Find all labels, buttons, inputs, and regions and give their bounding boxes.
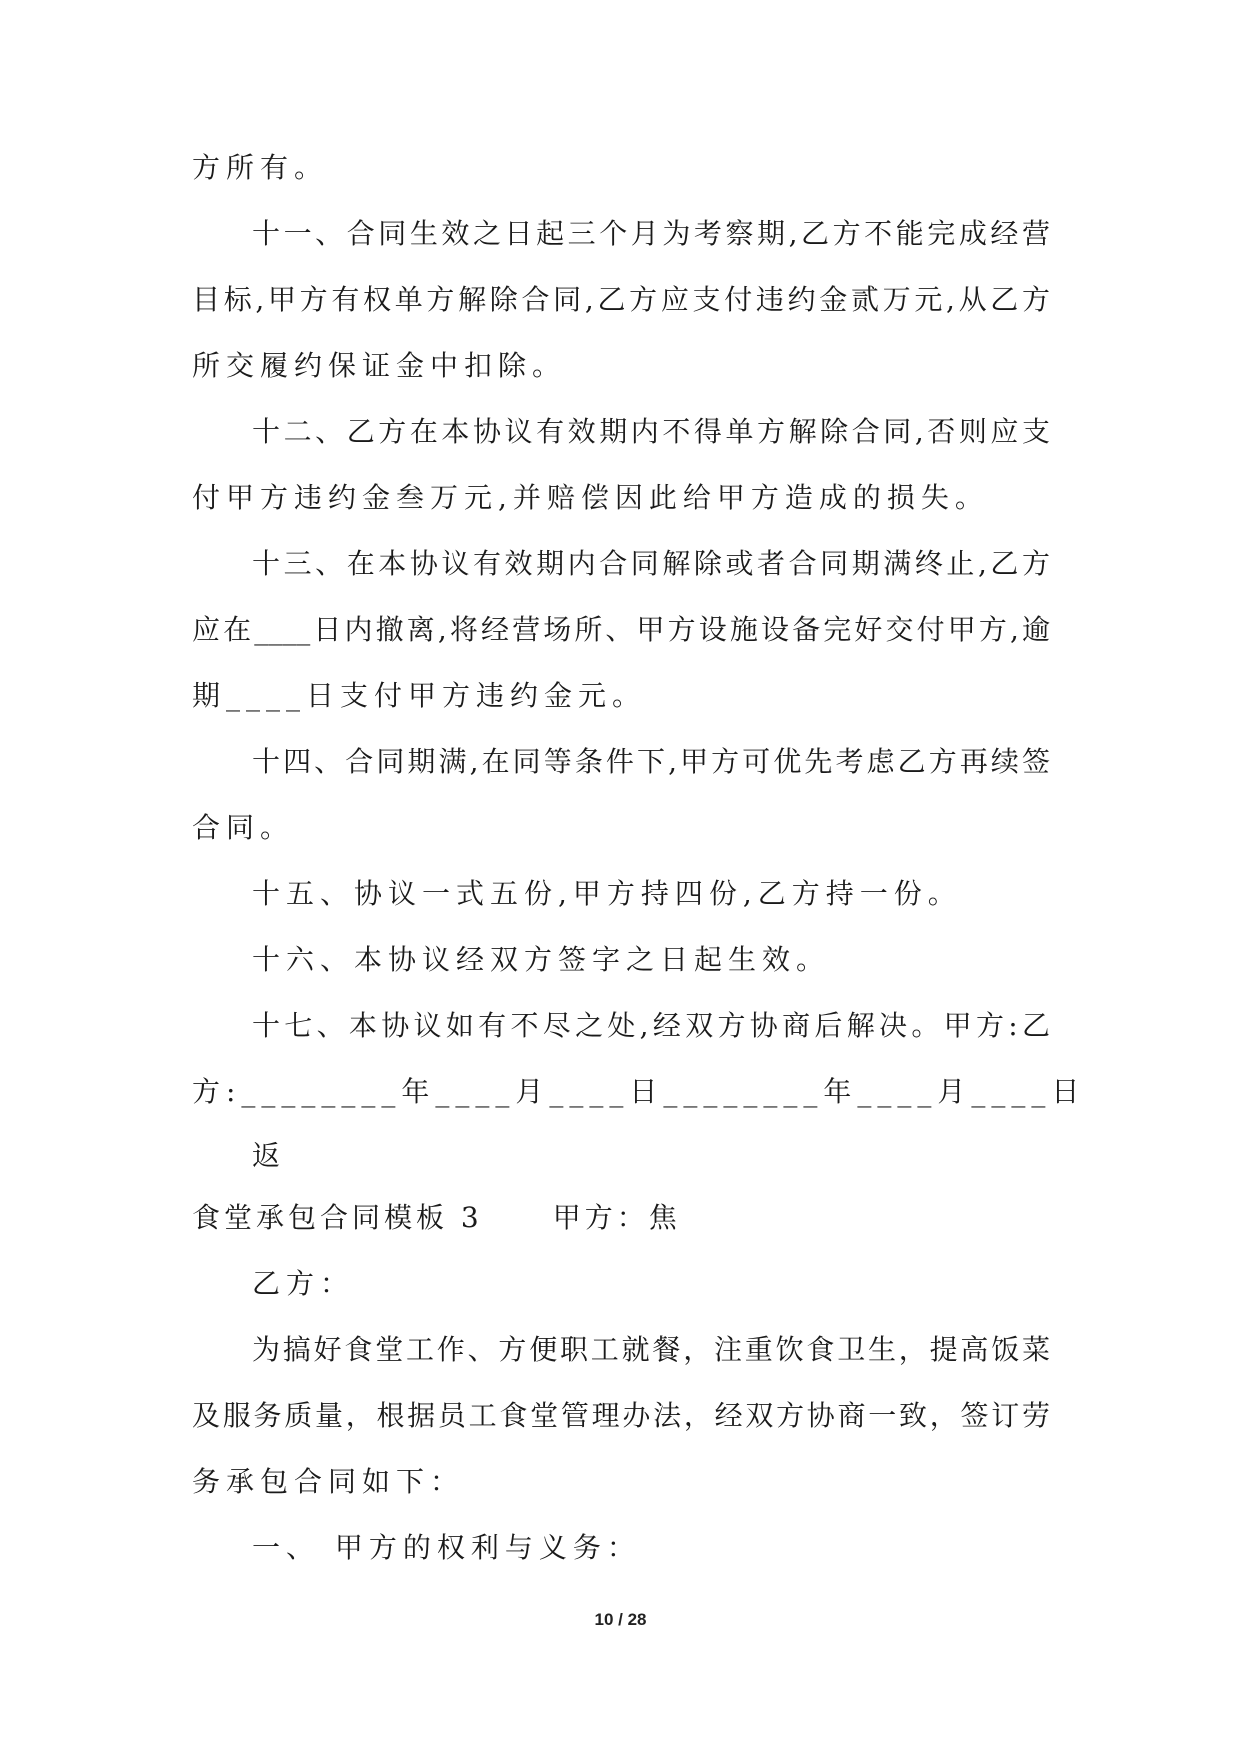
clause-11-line-1: 十一、合同生效之日起三个月为考察期,乙方不能完成经营 xyxy=(252,217,1050,250)
preamble-line-3: 务承包合同如下： xyxy=(192,1465,465,1498)
party-a-label: 甲方：焦 xyxy=(552,1201,681,1234)
return-text: 返 xyxy=(252,1139,287,1172)
clause-12-line-1: 十二、乙方在本协议有效期内不得单方解除合同,否则应支 xyxy=(252,415,1050,448)
preamble-line-2: 及服务质量，根据员工食堂管理办法，经双方协商一致，签订劳 xyxy=(192,1399,1050,1432)
clause-13-line-2: 应在____日内撤离,将经营场所、甲方设施设备完好交付甲方,逾 xyxy=(192,613,1050,646)
contract-heading-row xyxy=(192,1198,681,1238)
party-b-label: 乙方： xyxy=(252,1267,355,1300)
clause-11-line-2: 目标,甲方有权单方解除合同,乙方应支付违约金贰万元,从乙方 xyxy=(192,283,1050,316)
clause-13-line-3: 期____日支付甲方违约金元。 xyxy=(192,679,647,712)
paragraph-line: 方所有。 xyxy=(192,151,329,184)
signature-date-line: 方:________年____月____日________年____月____日 xyxy=(192,1075,1086,1108)
clause-12-line-2: 付甲方违约金叁万元,并赔偿因此给甲方造成的损失。 xyxy=(192,481,989,514)
clause-16: 十六、本协议经双方签字之日起生效。 xyxy=(252,943,831,976)
clause-15: 十五、协议一式五份,甲方持四份,乙方持一份。 xyxy=(252,877,962,910)
clause-11-line-3: 所交履约保证金中扣除。 xyxy=(192,349,567,382)
clause-14-line-2: 合同。 xyxy=(192,811,295,844)
clause-14-line-1: 十四、合同期满,在同等条件下,甲方可优先考虑乙方再续签 xyxy=(252,745,1050,778)
section-heading-party-a-rights: 一、 甲方的权利与义务： xyxy=(252,1531,641,1564)
page-number: 10 / 28 xyxy=(594,1610,647,1629)
preamble-line-1: 为搞好食堂工作、方便职工就餐，注重饮食卫生，提高饭菜 xyxy=(252,1333,1050,1366)
clause-17-line-1: 十七、本协议如有不尽之处,经双方协商后解决。甲方:乙 xyxy=(252,1009,1050,1042)
clause-13-line-1: 十三、在本协议有效期内合同解除或者合同期满终止,乙方 xyxy=(252,547,1050,580)
contract-title: 食堂承包合同模板 3 xyxy=(192,1201,483,1234)
